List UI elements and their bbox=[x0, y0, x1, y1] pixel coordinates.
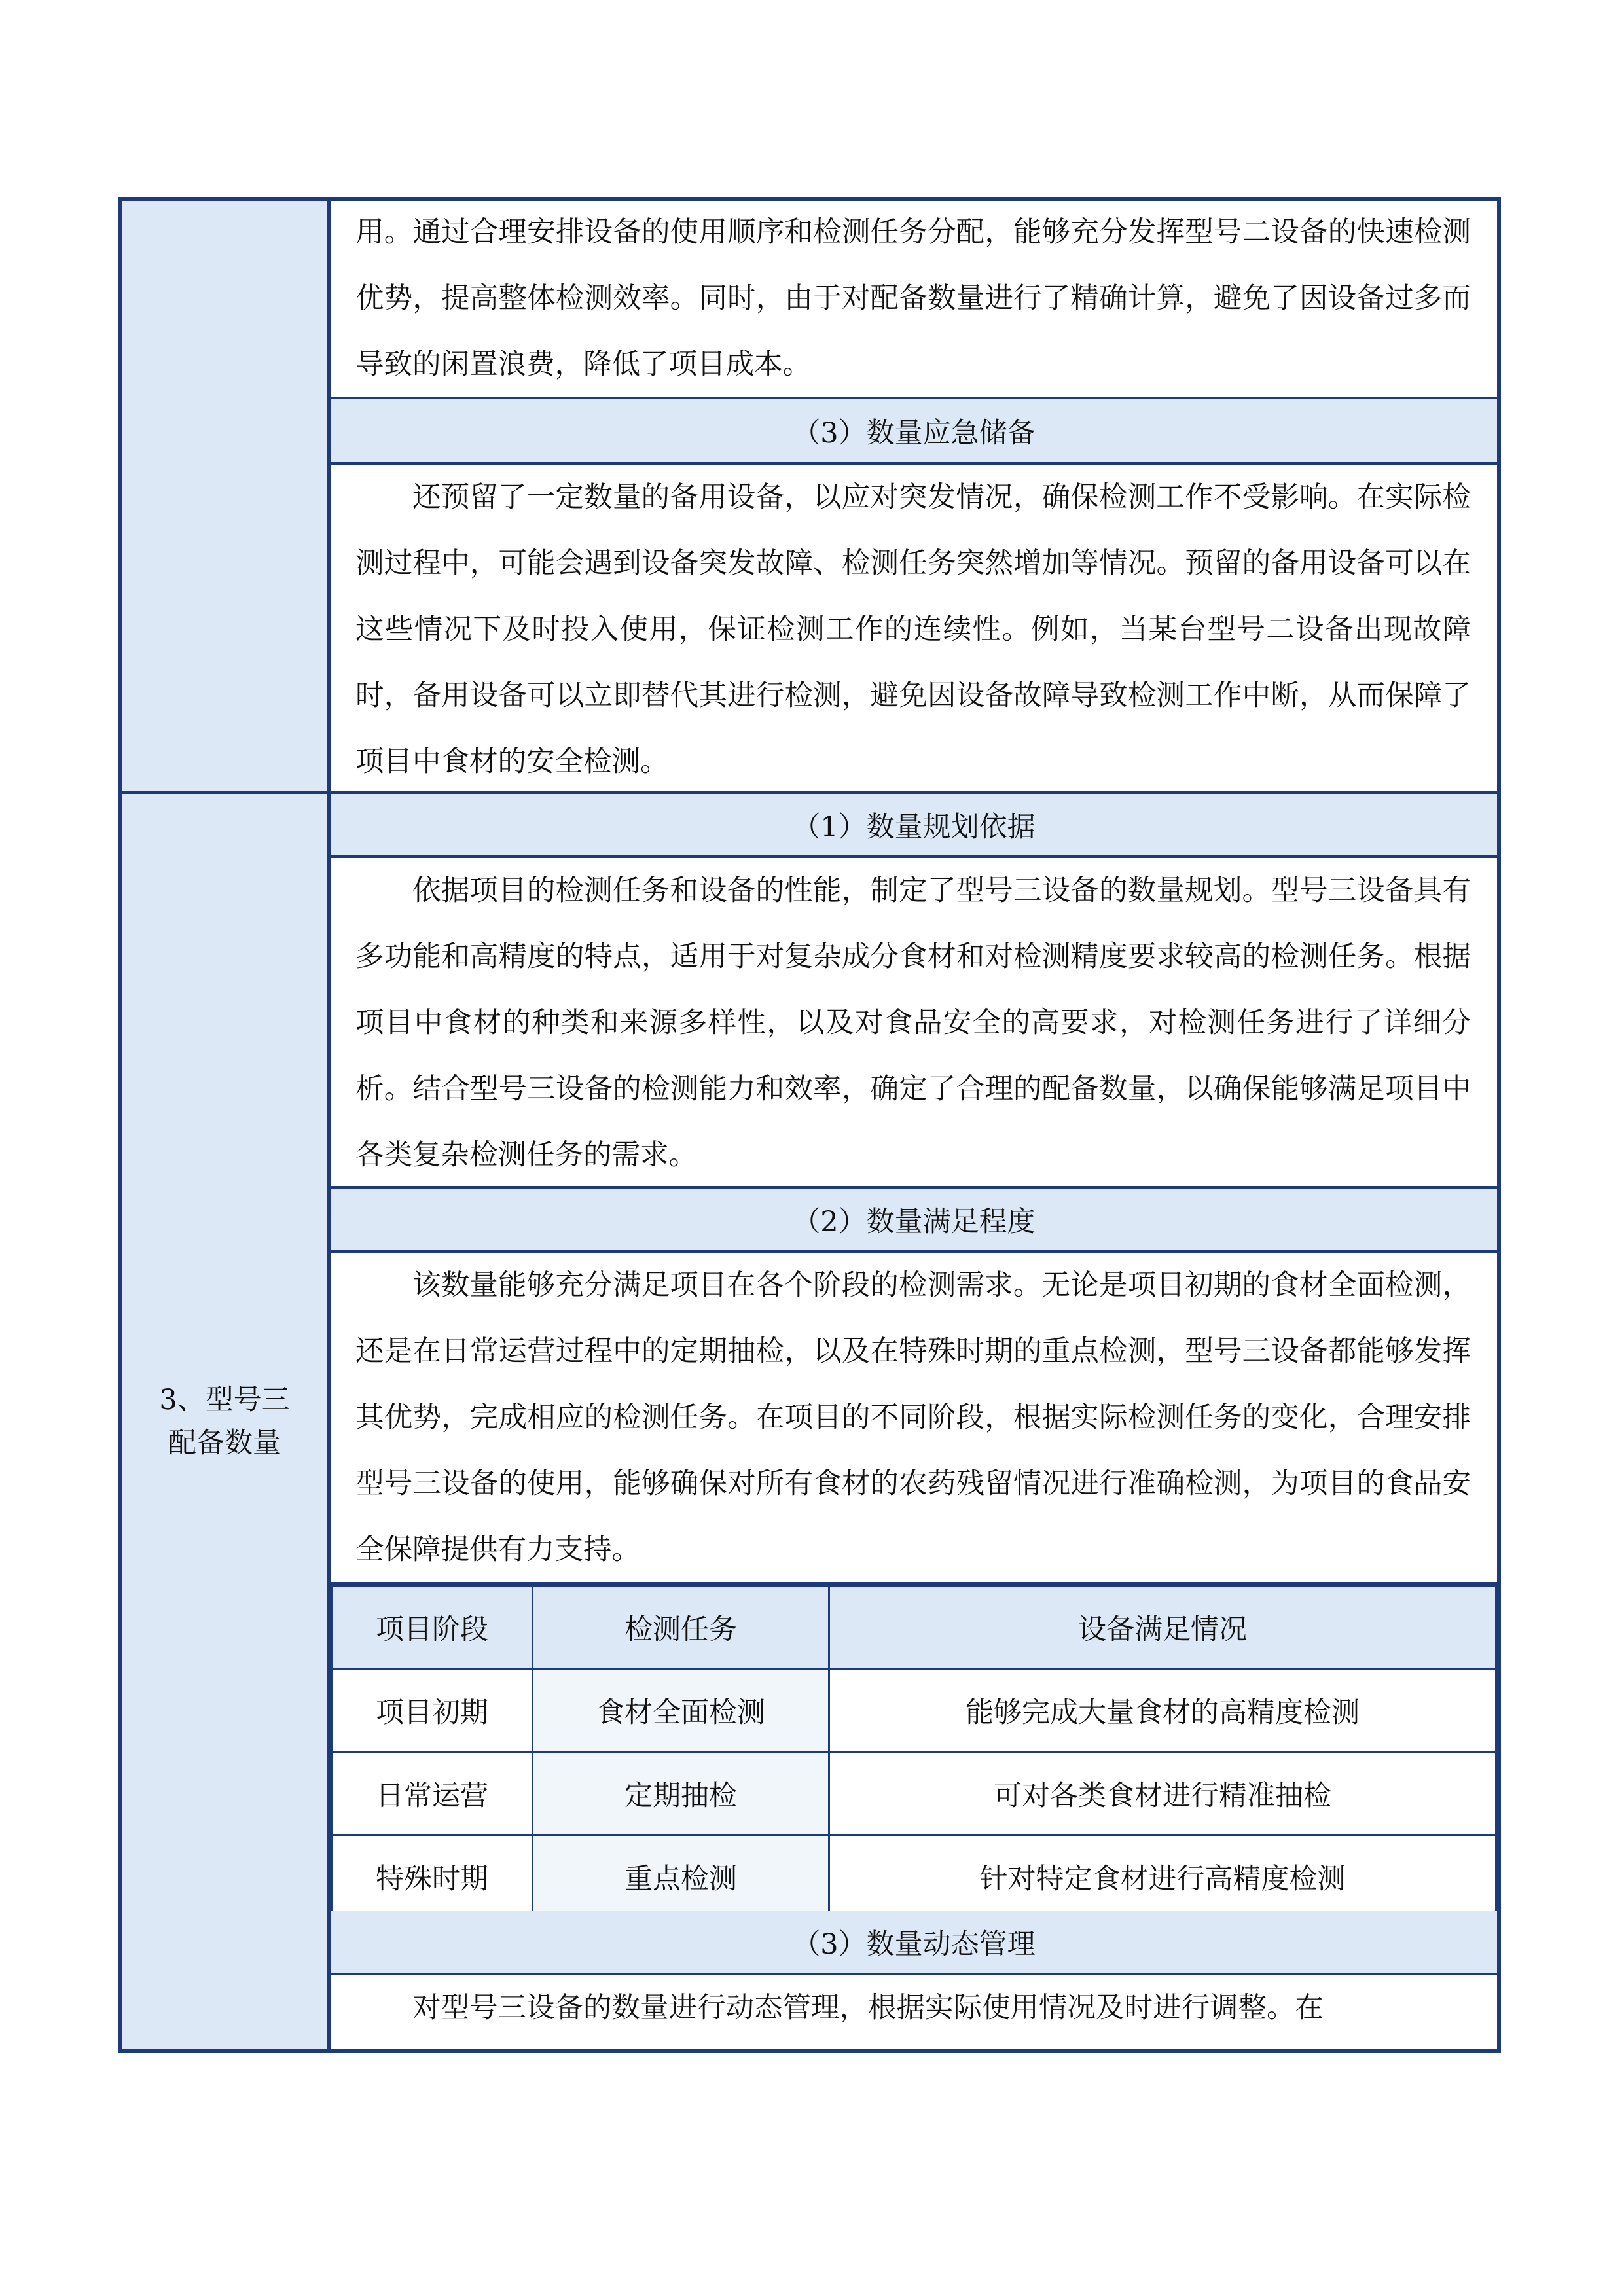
document-table bbox=[118, 197, 1501, 2053]
text-row-sufficiency bbox=[331, 1253, 1497, 1585]
heading-dynamic-management: （3）数量动态管理 bbox=[331, 1911, 1497, 1975]
table-cell: 食材全面检测 bbox=[533, 1669, 829, 1752]
table-cell: 可对各类食材进行精准抽检 bbox=[829, 1752, 1496, 1835]
label-cell-previous bbox=[122, 201, 327, 794]
heading-sufficiency: （2）数量满足程度 bbox=[331, 1189, 1497, 1253]
table-cell: 项目初期 bbox=[332, 1669, 533, 1752]
table-cell: 特殊时期 bbox=[332, 1835, 533, 1918]
table-row bbox=[332, 1835, 1496, 1918]
paragraph-planning-basis: 依据项目的检测任务和设备的性能，制定了型号三设备的数量规划。型号三设备具有多功能和高精度的特点，适用于对复杂成分食材和对检测精度要求较高的检测任务。根据项目中食材的种类和来源多样性，以及对食品安全的高要求，对检测任务进行了详细分析。结合型号三设备的检测能力和效率，确定了合理的配备数量，以确保能够满足项目中各类复杂检测任务的需求。 bbox=[355, 874, 1471, 1172]
paragraph-emergency-reserve: 还预留了一定数量的备用设备，以应对突发情况，确保检测工作不受影响。在实际检测过程中，可能会遇到设备突发故障、检测任务突然增加等情况。预留的备用设备可以在这些情况下及时投入使用，保证检测工作的连续性。例如，当某台型号二设备出现故障时，备用设备可以立即替代其进行检测，避免因设备故障导致检测工作中断，从而保障了项目中食材的安全检测。 bbox=[355, 481, 1471, 778]
heading-planning-basis: （1）数量规划依据 bbox=[331, 794, 1497, 858]
paragraph-sufficiency: 该数量能够充分满足项目在各个阶段的检测需求。无论是项目初期的食材全面检测，还是在日常运营过程中的定期抽检，以及在特殊时期的重点检测，型号三设备都能够发挥其优势，完成相应的检测任务。在项目的不同阶段，根据实际检测任务的变化，合理安排型号三设备的使用，能够确保对所有食材的农药残留情况进行准确检测，为项目的食品安全保障提供有力支持。 bbox=[355, 1269, 1471, 1566]
table-cell: 定期抽检 bbox=[533, 1752, 829, 1835]
table-cell: 针对特定食材进行高精度检测 bbox=[829, 1835, 1496, 1918]
table-header-cell: 检测任务 bbox=[533, 1586, 829, 1669]
table-header-row bbox=[332, 1586, 1496, 1669]
table-row bbox=[332, 1669, 1496, 1752]
label-cell-model-three bbox=[122, 794, 327, 2049]
text-row-continued bbox=[331, 201, 1497, 399]
paragraph-continued: 用。通过合理安排设备的使用顺序和检测任务分配，能够充分发挥型号二设备的快速检测优势，提高整体检测效率。同时，由于对配备数量进行了精确计算，避免了因设备过多而导致的闲置浪费，降低了项目成本。 bbox=[355, 216, 1471, 381]
paragraph-dynamic-management: 对型号三设备的数量进行动态管理，根据实际使用情况及时进行调整。在 bbox=[412, 1992, 1324, 2024]
table-cell: 日常运营 bbox=[332, 1752, 533, 1835]
table-header-cell: 设备满足情况 bbox=[829, 1586, 1496, 1669]
heading-emergency-reserve: （3）数量应急储备 bbox=[331, 399, 1497, 465]
section-label: 3、型号三配备数量 bbox=[159, 1384, 290, 1460]
table-cell: 重点检测 bbox=[533, 1835, 829, 1918]
table-header-cell: 项目阶段 bbox=[332, 1586, 533, 1669]
table-cell: 能够完成大量食材的高精度检测 bbox=[829, 1669, 1496, 1752]
text-row-planning-basis bbox=[331, 858, 1497, 1189]
table-row bbox=[332, 1752, 1496, 1835]
text-row-emergency-reserve bbox=[331, 465, 1497, 794]
text-row-dynamic-management bbox=[331, 1975, 1497, 2049]
stage-table bbox=[331, 1585, 1497, 1919]
label-column bbox=[122, 201, 331, 2049]
